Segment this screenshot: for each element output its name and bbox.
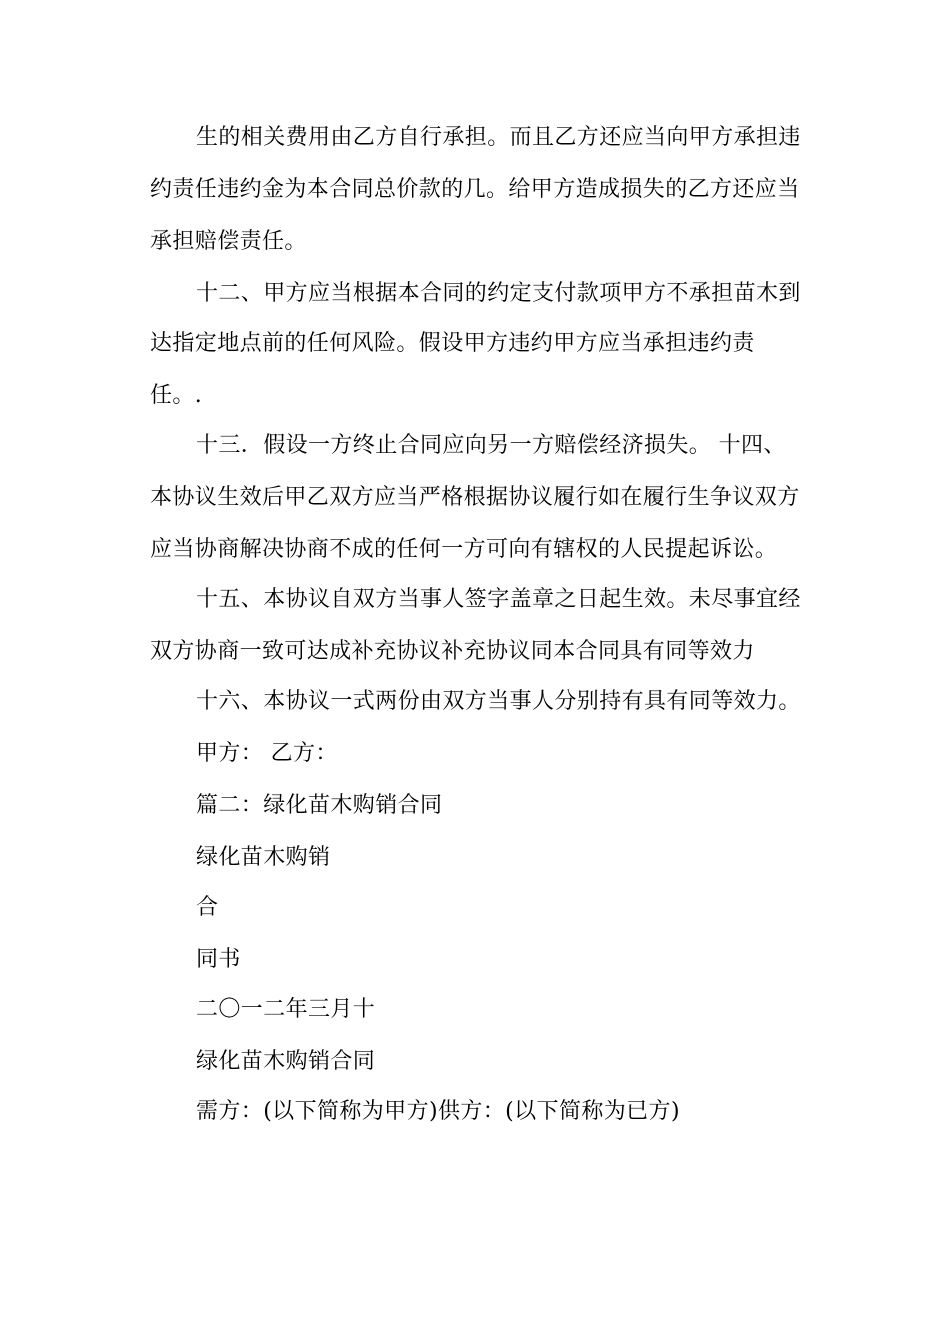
- title-line: 绿化苗木购销: [196, 845, 331, 870]
- parties-line: 需方：(以下简称为甲方)供方：(以下简称为已方): [196, 1099, 680, 1124]
- signature-line: 甲方： 乙方：: [196, 741, 338, 766]
- paragraph-line: 约责任违约金为本合同总价款的几。给甲方造成损失的乙方还应当: [150, 177, 800, 202]
- title-line: 合: [196, 895, 219, 920]
- paragraph-line: 本协议生效后甲乙双方应当严格根据协议履行如在履行生争议双方: [150, 485, 800, 510]
- paragraph-line: 达指定地点前的任何风险。假设甲方违约甲方应当承担违约责: [150, 331, 755, 356]
- paragraph-line: 十三．假设一方终止合同应向另一方赔偿经济损失。 十四、: [196, 433, 786, 458]
- paragraph-line: 应当协商解决协商不成的任何一方可向有辖权的人民提起诉讼。: [150, 537, 778, 562]
- paragraph-line: 十二、甲方应当根据本合同的约定支付款项甲方不承担苗木到: [196, 281, 801, 306]
- paragraph-line: 十六、本协议一式两份由双方当事人分别持有具有同等效力。: [196, 689, 801, 714]
- paragraph-line: 任。.: [150, 383, 203, 408]
- section-heading: 篇二：绿化苗木购销合同: [196, 793, 443, 818]
- title-line: 同书: [196, 947, 241, 972]
- title-line: 绿化苗木购销合同: [196, 1049, 376, 1074]
- paragraph-line: 十五、本协议自双方当事人签字盖章之日起生效。未尽事宜经: [196, 587, 801, 612]
- paragraph-line: 生的相关费用由乙方自行承担。而且乙方还应当向甲方承担违: [196, 125, 801, 150]
- date-line: 二〇一二年三月十: [196, 997, 376, 1022]
- paragraph-line: 双方协商一致可达成补充协议补充协议同本合同具有同等效力: [150, 639, 755, 664]
- paragraph-line: 承担赔偿责任。: [150, 229, 307, 254]
